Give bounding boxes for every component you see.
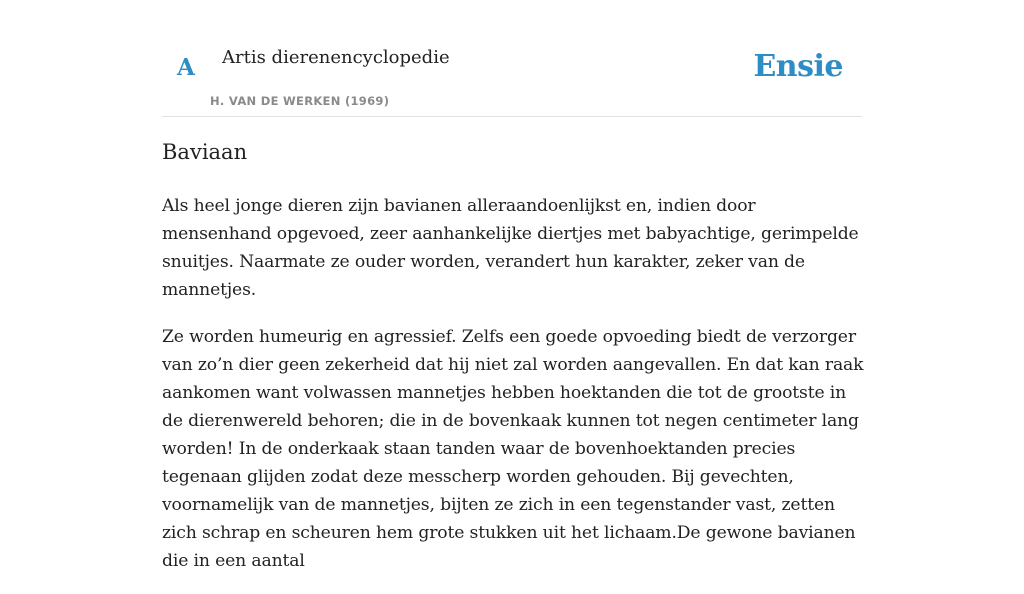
- source-header: [162, 0, 862, 117]
- article-title: Baviaan: [162, 140, 248, 164]
- article-paragraph-2: Ze worden humeurig en agressief. Zelfs een goede opvoeding biedt de verzorger van zo’n dier geen zekerheid dat hij niet zal worden aangevallen. En dat kan raak aankomen want volwassen mannetjes hebben hoektanden die tot de grootste in de dierenwereld behoren; die in de bovenkaak kunnen tot negen centimeter lang worden! In de onderkaak staan tanden waar de bovenhoektanden precies tegenaan glijden zodat deze messcherp worden gehouden. Bij gevechten, voornamelijk van de mannetjes, bijten ze zich in een tegenstander vast, zetten zich schrap en scheuren hem grote stukken uit het lichaam.De gewone bavianen die in een aantal: [162, 327, 864, 571]
- source-title[interactable]: Artis dierenencyclopedie: [222, 47, 450, 68]
- ensie-logo[interactable]: Ensie: [753, 49, 843, 84]
- article-body: [162, 192, 868, 594]
- source-author: H. VAN DE WERKEN (1969): [210, 94, 390, 108]
- letter-a-icon[interactable]: A: [177, 54, 195, 81]
- article-paragraph-1: Als heel jonge dieren zijn bavianen alleraandoenlijkst en, indien door mensenhand opgevoed, zeer aanhankelijke diertjes met babyachtige, gerimpelde snuitjes. Naarmate ze ouder worden, verandert hun karakter, zeker van de mannetjes.: [162, 196, 859, 300]
